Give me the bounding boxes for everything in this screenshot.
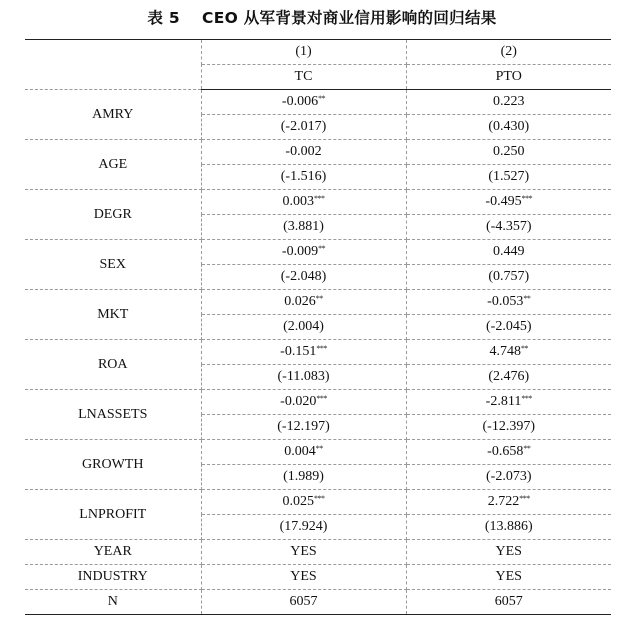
coef-value: 4.748	[489, 344, 521, 359]
pto-t-stat: (-2.073)	[406, 465, 611, 490]
column-name: PTO	[406, 65, 611, 90]
tc-t-stat: (2.004)	[201, 315, 406, 340]
coef-value: 0.003	[282, 194, 314, 209]
table-row	[25, 590, 611, 615]
coef-value: 0.223	[493, 94, 525, 109]
variable-name: SEX	[25, 240, 201, 290]
coef-value: -0.053	[487, 294, 524, 309]
tc-coefficient	[201, 440, 406, 465]
table-row	[25, 540, 611, 565]
coef-value: -0.151	[280, 344, 317, 359]
table-row	[25, 340, 611, 365]
significance-stars: **	[315, 294, 323, 303]
significance-stars: **	[521, 344, 528, 353]
tc-t-stat: (-2.048)	[201, 265, 406, 290]
variable-name: N	[25, 590, 201, 615]
coef-value: 0.025	[282, 494, 314, 509]
coef-value: -2.811	[485, 394, 522, 409]
column-number: (2)	[406, 40, 611, 65]
significance-stars: ***	[521, 194, 533, 203]
table-row	[25, 440, 611, 465]
table-row	[25, 390, 611, 415]
variable-name: DEGR	[25, 190, 201, 240]
pto-t-stat: (1.527)	[406, 165, 611, 190]
pto-t-stat: (-4.357)	[406, 215, 611, 240]
tc-value: YES	[201, 540, 406, 565]
variable-name: INDUSTRY	[25, 565, 201, 590]
tc-t-stat: (-11.083)	[201, 365, 406, 390]
pto-coefficient	[406, 190, 611, 215]
significance-stars: ***	[314, 194, 325, 203]
significance-stars: ***	[519, 494, 530, 503]
significance-stars: **	[318, 94, 326, 103]
pto-coefficient	[406, 490, 611, 515]
tc-coefficient	[201, 90, 406, 115]
significance-stars: **	[315, 444, 323, 453]
pto-coefficient	[406, 240, 611, 265]
header-corner	[25, 40, 201, 90]
coef-value: -0.009	[281, 244, 319, 259]
tc-t-stat: (17.924)	[201, 515, 406, 540]
variable-name: LNPROFIT	[25, 490, 201, 540]
pto-coefficient	[406, 440, 611, 465]
tc-coefficient	[201, 490, 406, 515]
significance-stars: ***	[316, 394, 327, 403]
tc-t-stat: (1.989)	[201, 465, 406, 490]
table-row	[25, 90, 611, 115]
pto-t-stat: (13.886)	[406, 515, 611, 540]
coef-value: 0.026	[284, 294, 316, 309]
pto-coefficient	[406, 390, 611, 415]
tc-coefficient	[201, 390, 406, 415]
column-number: (1)	[201, 40, 406, 65]
tc-t-stat: (-1.516)	[201, 165, 406, 190]
table-row	[25, 240, 611, 265]
significance-stars: **	[523, 294, 531, 303]
pto-coefficient	[406, 140, 611, 165]
significance-stars: ***	[521, 394, 532, 403]
pto-t-stat: (0.757)	[406, 265, 611, 290]
tc-coefficient	[201, 140, 406, 165]
table-row	[25, 140, 611, 165]
significance-stars: **	[523, 444, 531, 453]
coef-value: -0.020	[280, 394, 317, 409]
coef-value: -0.002	[285, 144, 322, 159]
coef-value: 0.250	[493, 144, 525, 159]
tc-value: 6057	[201, 590, 406, 615]
variable-name: ROA	[25, 340, 201, 390]
regression-table	[25, 39, 611, 615]
tc-t-stat: (3.881)	[201, 215, 406, 240]
table-row	[25, 490, 611, 515]
header-row-numbers	[25, 40, 611, 65]
tc-t-stat: (-12.197)	[201, 415, 406, 440]
tc-value: YES	[201, 565, 406, 590]
coef-value: 2.722	[487, 494, 520, 509]
pto-t-stat: (-12.397)	[406, 415, 611, 440]
table-row	[25, 290, 611, 315]
significance-stars: ***	[314, 494, 325, 503]
tc-t-stat: (-2.017)	[201, 115, 406, 140]
pto-t-stat: (-2.045)	[406, 315, 611, 340]
pto-t-stat: (0.430)	[406, 115, 611, 140]
tc-coefficient	[201, 290, 406, 315]
pto-coefficient	[406, 340, 611, 365]
variable-name: LNASSETS	[25, 390, 201, 440]
pto-value: 6057	[406, 590, 611, 615]
column-name: TC	[201, 65, 406, 90]
significance-stars: **	[318, 244, 326, 253]
variable-name: YEAR	[25, 540, 201, 565]
table-caption: CEO 从军背景对商业信用影响的回归结果	[202, 9, 497, 27]
table-row	[25, 190, 611, 215]
variable-name: GROWTH	[25, 440, 201, 490]
variable-name: AGE	[25, 140, 201, 190]
table-number: 表 5	[147, 9, 181, 27]
coef-value: -0.658	[487, 444, 524, 459]
pto-coefficient	[406, 90, 611, 115]
significance-stars: ***	[316, 344, 327, 353]
coef-value: 0.449	[493, 244, 525, 259]
tc-coefficient	[201, 190, 406, 215]
table-row	[25, 565, 611, 590]
variable-name: AMRY	[25, 90, 201, 140]
table-title	[0, 6, 644, 28]
coef-value: -0.006	[281, 94, 319, 109]
pto-value: YES	[406, 540, 611, 565]
tc-coefficient	[201, 240, 406, 265]
variable-name: MKT	[25, 290, 201, 340]
coef-value: -0.495	[485, 194, 522, 209]
coef-value: 0.004	[284, 444, 316, 459]
tc-coefficient	[201, 340, 406, 365]
pto-t-stat: (2.476)	[406, 365, 611, 390]
pto-value: YES	[406, 565, 611, 590]
pto-coefficient	[406, 290, 611, 315]
